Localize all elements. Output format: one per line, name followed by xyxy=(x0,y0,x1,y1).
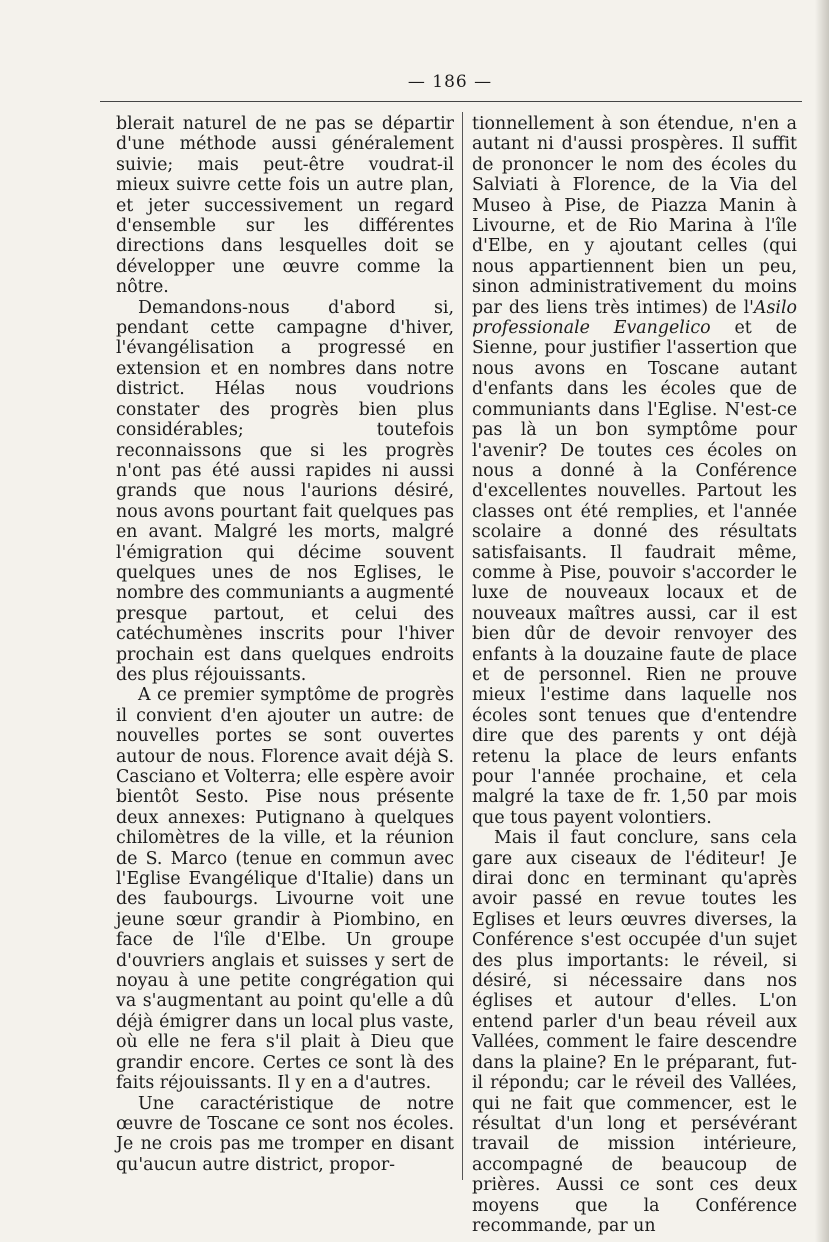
column-divider xyxy=(462,112,463,1180)
paragraph: blerait naturel de ne pas se départir d'une méthode aussi généralement suivie; mais peut-être voudrat-il mieux suivre cette fois un autre plan, et jeter successivement un regard d'ensemble sur les différentes directions dans lesquelles doit se développer une œuvre comme la nôtre. xyxy=(116,114,454,298)
paragraph: Demandons-nous d'abord si, pendant cette campagne d'hiver, l'évangélisation a progressé en extension et en nombres dans notre district. Hélas nous voudrions constater des progrès bien plus considérables; toutefois reconnaissons que si les progrès n'ont pas été aussi rapides ni aussi grands que nous l'aurions désiré, nous avons pourtant fait quelques pas en avant. Malgré les morts, malgré l'émigration qui décime souvent quelques unes de nos Eglises, le nombre des communiants a augmenté presque partout, et celui des catéchumènes inscrits pour l'hiver prochain est dans quelques endroits des plus réjouissants. xyxy=(116,297,454,685)
paragraph: A ce premier symptôme de progrès il convient d'en ajouter un autre: de nouvelles portes se sont ouvertes autour de nous. Florence avait déjà S. Casciano et Volterra; elle espère avoir bientôt Sesto. Pise nous présente deux annexes: Putignano à quelques chilomètres de la ville, et la réunion de S. Marco (tenue en commun avec l'Eglise Evangélique d'Italie) dans un des faubourgs. Livourne voit une jeune sœur grandir à Piombino, en face de l'île d'Elbe. Un groupe d'ouvriers anglais et suisses y sert de noyau à une petite congrégation qui va s'augmentant au point qu'elle a dû déjà émigrer dans un local plus vaste, où elle ne fera s'il plait à Dieu que grandir encore. Certes ce sont là des faits réjouissants. Il y en a d'autres. xyxy=(116,685,454,1094)
right-column xyxy=(472,114,797,1236)
paragraph-text: tionnellement à son étendue, n'en a autant ni d'aussi prospères. Il suffit de prononcer le nom des écoles du Salviati à Florence, de la Via del Museo à Pise, de Piazza Manin à Livourne, et de Rio Marina à l'île d'Elbe, en y ajoutant celles (qui nous appartiennent bien un peu, sinon administrativement du moins par des liens très intimes) de l' xyxy=(472,114,797,318)
header-rule xyxy=(100,101,802,102)
paragraph xyxy=(472,114,797,828)
paragraph: Une caractéristique de notre œuvre de Toscane ce sont nos écoles. Je ne crois pas me tromper en disant qu'aucun autre district, propor- xyxy=(116,1093,454,1175)
paragraph: Mais il faut conclure, sans cela gare aux ciseaux de l'éditeur! Je dirai donc en terminant qu'après avoir passé en revue toutes les Eglises et leurs œuvres diverses, la Conférence s'est occupée d'un sujet des plus importants: le réveil, si désiré, si nécessaire dans nos églises et autour d'elles. L'on entend parler d'un beau réveil aux Vallées, comment le faire descendre dans la plaine? En le préparant, fut-il répondu; car le réveil des Vallées, qui ne fait que commencer, est le résultat d'un long et persévérant travail de mission intérieure, accompagné de beaucoup de prières. Aussi ce sont ces deux moyens que la Conférence recommande, par un xyxy=(472,828,797,1236)
left-column xyxy=(116,114,454,1175)
italic-title: Asilo professionale Evangelico xyxy=(472,297,797,339)
page-number: — 186 — xyxy=(407,72,493,92)
paragraph-text: et de Sienne, pour justifier l'assertion que nous avons en Toscane autant d'enfants dans les écoles que de communiants dans l'Eglise. N'est-ce pas là un bon symptôme pour l'avenir? De toutes ces écoles on nous a donné à la Conférence d'excellentes nouvelles. Partout les classes ont été remplies, et l'année scolaire a donné des résultats satisfaisants. Il faudrait même, comme à Pise, pouvoir s'accorder le luxe de nouveaux locaux et de nouveaux maîtres aussi, car il est bien dûr de devoir renvoyer des enfants à la douzaine faute de place et de personnel. Rien ne prouve mieux l'estime dans laquelle nos écoles sont tenues que d'entendre dire que des parents y ont déjà retenu la place de leurs enfants pour l'année prochaine, et cela malgré la taxe de fr. 1,50 par mois que tous payent volontiers. xyxy=(472,318,797,828)
page-edge-shadow xyxy=(815,0,829,1242)
